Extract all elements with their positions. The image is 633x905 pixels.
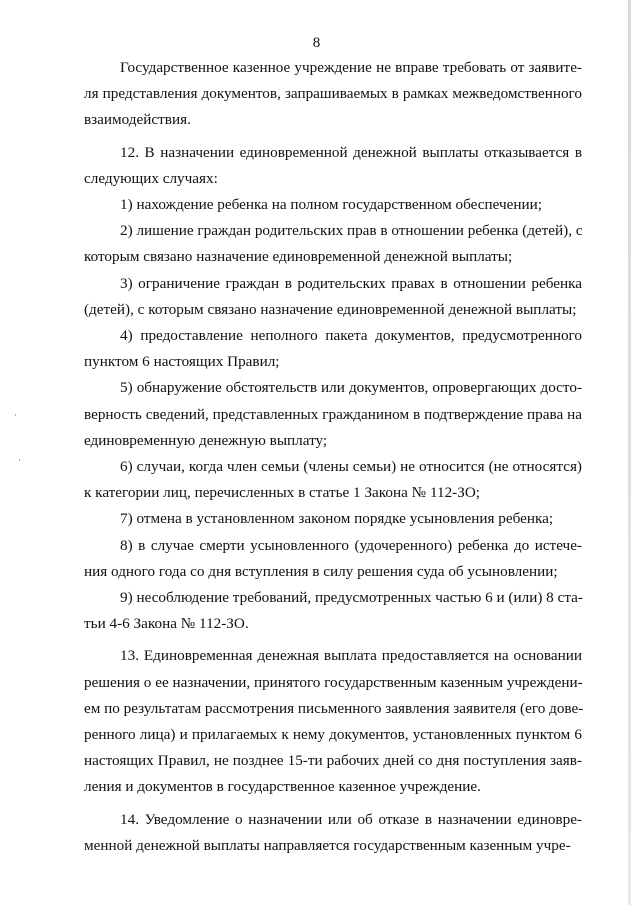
text-line: следующих случаях: [84, 169, 218, 187]
paragraph [84, 533, 582, 585]
paragraph [84, 55, 582, 134]
scan-speck: · [14, 410, 17, 420]
text-line: тьи 4-6 Закона № 112-ЗО. [84, 615, 249, 633]
scan-speck: · [18, 455, 21, 465]
paragraph [84, 506, 582, 532]
document-body [84, 55, 582, 859]
text-line: 8) в случае смерти усыновленного (удочеренного) ребенка до истече- [120, 536, 582, 554]
text-line: ренного лица) и прилагаемых к нему документов, установленных пунктом 6 [84, 726, 582, 744]
text-line: 2) лишение граждан родительских прав в отношении ребенка (детей), с [120, 222, 583, 240]
text-line: пунктом 6 настоящих Правил; [84, 353, 280, 371]
text-line: ления и документов в государственное казенное учреждение. [84, 778, 481, 796]
text-line: взаимодействия. [84, 111, 191, 129]
paragraph [84, 140, 582, 192]
text-line: решения о ее назначении, принятого государственным казенным учреждени- [84, 673, 583, 691]
paragraph [84, 375, 582, 454]
text-line: 1) нахождение ребенка на полном государственном обеспечении; [120, 196, 543, 214]
text-line: верность сведений, представленных гражданином в подтверждение права на [84, 405, 582, 423]
text-line: 14. Уведомление о назначении или об отказе в назначении единовре- [120, 810, 582, 828]
paragraph [84, 323, 582, 375]
text-line: 9) несоблюдение требований, предусмотренных частью 6 и (или) 8 ста- [120, 589, 583, 607]
text-line: 13. Единовременная денежная выплата предоставляется на основании [120, 647, 582, 665]
paragraph [84, 454, 582, 506]
text-line: 12. В назначении единовременной денежной выплаты отказывается в [120, 143, 582, 161]
paragraph [84, 192, 582, 218]
paragraph [84, 271, 582, 323]
text-line: 7) отмена в установленном законом порядке усыновления ребенка; [120, 510, 554, 528]
paragraph [84, 643, 582, 800]
text-line: 5) обнаружение обстоятельств или документов, опровергающих досто- [120, 379, 582, 397]
paragraph [84, 585, 582, 637]
text-line: менной денежной выплаты направляется государственным казенным учре- [84, 836, 571, 854]
text-line: единовременную денежную выплату; [84, 431, 328, 449]
text-line: 4) предоставление неполного пакета документов, предусмотренного [120, 327, 582, 345]
text-line: ния одного года со дня вступления в силу решения суда об усыновлении; [84, 562, 558, 580]
scan-edge-shadow [628, 0, 631, 905]
text-line: 6) случаи, когда член семьи (члены семьи) не относится (не относятся) [120, 458, 582, 476]
text-line: 3) ограничение граждан в родительских правах в отношении ребенка [120, 274, 582, 292]
text-line: настоящих Правил, не позднее 15-ти рабочих дней со дня поступления заяв- [84, 752, 582, 770]
text-line: (детей), с которым связано назначение единовременной денежной выплаты; [84, 300, 577, 318]
text-line: ля представления документов, запрашиваемых в рамках межведомственного [84, 85, 582, 103]
paragraph [84, 218, 582, 270]
page-number: 8 [312, 35, 321, 51]
text-line: которым связано назначение единовременной денежной выплаты; [84, 248, 513, 266]
paragraph [84, 807, 582, 859]
text-line: Государственное казенное учреждение не вправе требовать от заявите- [120, 59, 582, 76]
text-line: к категории лиц, перечисленных в статье 1 Закона № 112-ЗО; [84, 484, 481, 502]
text-line: ем по результатам рассмотрения письменного заявления заявителя (его дове- [84, 699, 584, 717]
